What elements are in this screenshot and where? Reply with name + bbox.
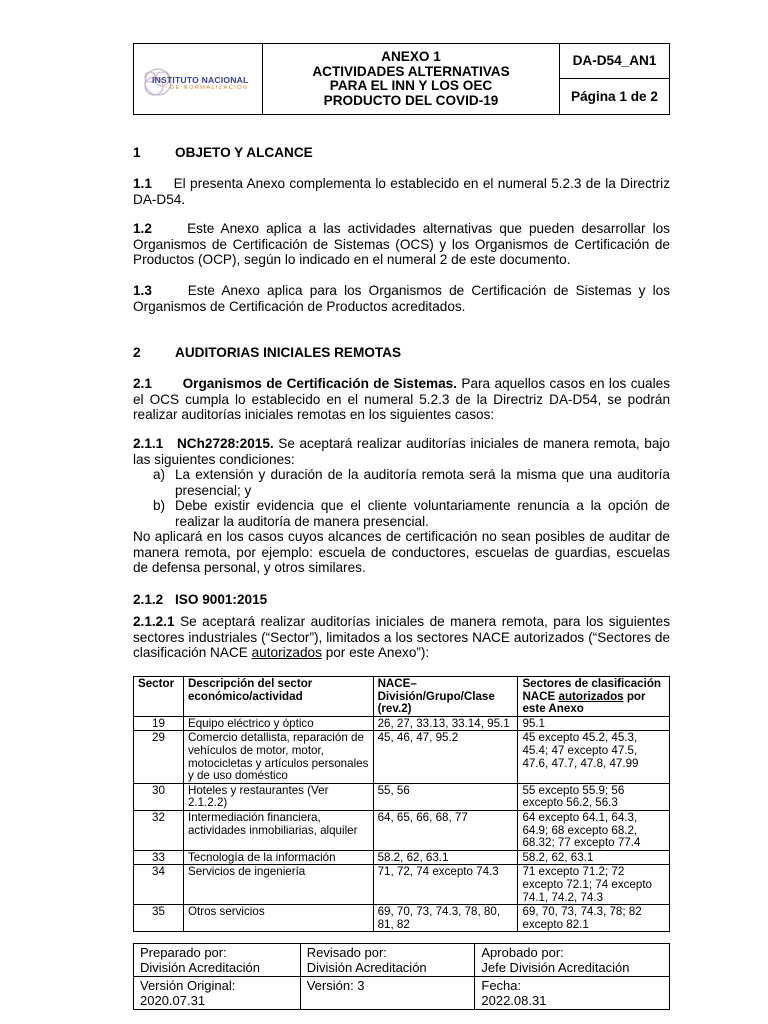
paragraph-1-3-number: 1.3	[133, 283, 152, 298]
paragraph-1-2	[133, 221, 670, 268]
paragraph-2-1-1-number: 2.1.1	[133, 436, 164, 451]
paragraph-2-1-2-1-text-a: Se aceptará realizar auditorías iniciales de manera remota, para los siguientes sectores industriales (“Sector”), limitados a los sectores NACE autorizados (“Sectores de clasificación NACE	[133, 614, 671, 660]
cell-authorized: 55 excepto 55.9; 56 excepto 56.2, 56.3	[518, 783, 670, 810]
reviewed-by-cell	[300, 944, 475, 977]
section-1-heading	[133, 145, 313, 160]
cell-authorized: 69, 70, 73, 74.3, 78; 82 excepto 82.1	[518, 905, 670, 932]
paragraph-1-1	[133, 176, 670, 207]
paragraph-2-1-2-1	[133, 614, 670, 661]
cell-sector: 19	[134, 716, 184, 731]
column-header-sector: Sector	[134, 677, 184, 717]
prepared-by-value: División Acreditación	[140, 960, 260, 975]
original-version-value: 2020.07.31	[140, 993, 206, 1008]
date-value: 2022.08.31	[481, 993, 547, 1008]
prepared-by-cell	[134, 944, 301, 977]
column-header-description: Descripción del sector económico/actividad	[183, 677, 373, 717]
table-row	[134, 783, 670, 810]
paragraph-2-1-text: Para aquellos casos en los cuales el OCS cumpla lo establecido en el numeral 5.2.3 de la Directriz DA-D54, se podrán realizar auditorías iniciales remotas en los siguientes casos:	[133, 376, 670, 422]
table-row	[134, 865, 670, 905]
section-1-title: OBJETO Y ALCANCE	[175, 145, 313, 160]
cell-description: Otros servicios	[183, 905, 373, 932]
column-header-authorized: Sectores de clasificación NACE autorizados por este Anexo	[518, 677, 670, 717]
cell-sector: 32	[134, 810, 184, 850]
paragraph-2-1-2-1-text-b: por este Anexo”):	[325, 645, 430, 660]
cell-authorized: 45 excepto 45.2, 45.3, 45.4; 47 excepto 47.5, 47.6, 47.7, 47.8, 47.99	[518, 731, 670, 783]
conditions-list	[133, 467, 670, 529]
table-row	[134, 810, 670, 850]
paragraph-2-1-1-note: No aplicará en los casos cuyos alcances de certificación no sean posibles de auditar de manera remota, por ejemplo: escuela de conductores, escuelas de guardias, escuelas de defensa personal, y otros similares.	[133, 529, 670, 575]
document-code: DA-D54_AN1	[560, 44, 670, 79]
cell-nace: 45, 46, 47, 95.2	[373, 731, 518, 783]
cell-description: Servicios de ingeniería	[183, 865, 373, 905]
approved-by-cell	[475, 944, 670, 977]
paragraph-1-1-number: 1.1	[133, 176, 152, 191]
reviewed-by-value: División Acreditación	[306, 960, 427, 975]
section-2-heading	[133, 345, 401, 360]
paragraph-2-1-1-text: Se aceptará realizar auditorías iniciales de manera remota, bajo las siguientes condiciones:	[133, 436, 670, 467]
paragraph-2-1	[133, 376, 670, 423]
section-1-number: 1	[133, 145, 141, 160]
subsection-2-1-2-number: 2.1.2	[133, 592, 164, 607]
paragraph-2-1-1-lead: NCh2728:2015.	[176, 436, 274, 451]
sector-table	[133, 676, 670, 932]
cell-description: Tecnología de la información	[183, 850, 373, 865]
paragraph-2-1-2-1-number: 2.1.2.1	[133, 614, 175, 629]
cell-authorized: 58.2, 62, 63.1	[518, 850, 670, 865]
cell-description: Hoteles y restaurantes (Ver 2.1.2.2)	[183, 783, 373, 810]
cell-authorized: 71 excepto 71.2; 72 excepto 72.1; 74 excepto 74.1, 74.2, 74.3	[518, 865, 670, 905]
subsection-2-1-2-heading	[133, 592, 267, 607]
table-row	[134, 850, 670, 865]
cell-authorized: 64 excepto 64.1, 64.3, 64.9; 68 excepto 68.2, 68.32; 77 excepto 77.4	[518, 810, 670, 850]
logo-cell	[134, 44, 263, 115]
document-footer	[133, 943, 670, 1010]
paragraph-1-1-text: El presenta Anexo complementa lo establecido en el numeral 5.2.3 de la Directriz DA-D54.	[133, 176, 670, 207]
list-item	[133, 467, 670, 498]
reviewed-by-label: Revisado por:	[306, 945, 387, 960]
table-row	[134, 731, 670, 783]
approved-by-label: Aprobado por:	[481, 945, 564, 960]
title-line-4: PRODUCTO DEL COVID-19	[323, 92, 499, 108]
cell-nace: 64, 65, 66, 68, 77	[373, 810, 518, 850]
version-cell	[300, 977, 475, 1010]
section-2-title: AUDITORIAS INICIALES REMOTAS	[175, 345, 402, 360]
date-cell	[475, 977, 670, 1010]
paragraph-1-3	[133, 283, 670, 314]
cell-sector: 30	[134, 783, 184, 810]
cell-nace: 26, 27, 33.13, 33.14, 95.1	[373, 716, 518, 731]
subsection-2-1-2-title: ISO 9001:2015	[175, 592, 268, 607]
list-text: La extensión y duración de la auditoría remota será la misma que una auditoría presencial; y	[175, 467, 670, 498]
approved-by-value: Jefe División Acreditación	[481, 960, 630, 975]
cell-nace: 71, 72, 74 excepto 74.3	[373, 865, 518, 905]
logo-line-2: DE NORMALIZACION	[170, 85, 249, 91]
cell-description: Comercio detallista, reparación de vehículos de motor, motor, motocicletas y artículos personales y de uso doméstico	[183, 731, 373, 783]
logo-text	[152, 75, 260, 91]
list-text: Debe existir evidencia que el cliente voluntariamente renuncia a la opción de realizar la auditoría de manera presencial.	[175, 498, 670, 529]
cell-sector: 34	[134, 865, 184, 905]
section-2-number: 2	[133, 345, 141, 360]
paragraph-2-1-number: 2.1	[133, 376, 152, 391]
cell-sector: 29	[134, 731, 184, 783]
cell-description: Equipo eléctrico y óptico	[183, 716, 373, 731]
title-line-1: ANEXO 1	[381, 49, 441, 64]
paragraph-2-1-1	[133, 436, 670, 576]
list-marker: b)	[153, 498, 166, 513]
column-header-nace: NACE–División/Grupo/Clase (rev.2)	[373, 677, 518, 717]
paragraph-2-1-lead: Organismos de Certificación de Sistemas.	[182, 376, 458, 391]
prepared-by-label: Preparado por:	[140, 945, 227, 960]
paragraph-1-2-text: Este Anexo aplica a las actividades alternativas que pueden desarrollar los Organismos de Certificación de Sistemas (OCS) y los Organismos de Certificación de Productos (OCP), según lo indicado en el numeral 2 de este documento.	[133, 221, 670, 267]
cell-authorized: 95.1	[518, 716, 670, 731]
document-header	[133, 43, 670, 115]
cell-nace: 69, 70, 73, 74.3, 78, 80, 81, 82	[373, 905, 518, 932]
cell-nace: 58.2, 62, 63.1	[373, 850, 518, 865]
list-item	[133, 498, 670, 529]
title-line-3: PARA EL INN Y LOS OEC	[329, 78, 493, 93]
page-number: Página 1 de 2	[560, 78, 670, 114]
paragraph-1-3-text: Este Anexo aplica para los Organismos de Certificación de Sistemas y los Organismos de Certificación de Productos acreditados.	[133, 283, 671, 314]
original-version-label: Versión Original:	[140, 978, 236, 993]
table-row	[134, 716, 670, 731]
table-header-row	[134, 677, 670, 717]
document-title	[263, 44, 560, 115]
date-label: Fecha:	[481, 978, 522, 993]
paragraph-2-1-2-1-underlined: autorizados	[251, 645, 322, 660]
paragraph-1-2-number: 1.2	[133, 221, 152, 236]
logo-line-1: INSTITUTO NACIONAL	[152, 75, 249, 85]
list-marker: a)	[153, 467, 166, 482]
title-line-2: ACTIVIDADES ALTERNATIVAS	[312, 63, 510, 79]
cell-sector: 33	[134, 850, 184, 865]
cell-sector: 35	[134, 905, 184, 932]
original-version-cell	[134, 977, 301, 1010]
table-row	[134, 905, 670, 932]
cell-nace: 55, 56	[373, 783, 518, 810]
version-label: Versión: 3	[306, 978, 365, 993]
cell-description: Intermediación financiera, actividades inmobiliarias, alquiler	[183, 810, 373, 850]
